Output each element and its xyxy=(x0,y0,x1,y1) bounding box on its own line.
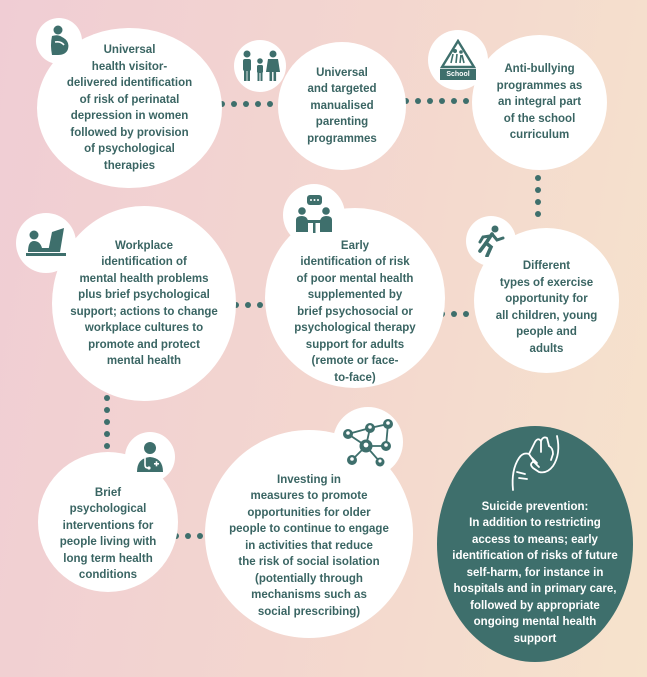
school-sign-badge xyxy=(428,30,488,90)
doctor-badge xyxy=(125,432,175,482)
network-icon xyxy=(340,416,396,468)
network-badge xyxy=(333,407,403,477)
doctor-icon xyxy=(135,441,165,473)
node-perinatal-label: Universal health visitor- delivered identification of risk of perinatal depression in women followed by provision of psychological therapies xyxy=(66,44,193,172)
school-sign-text: School xyxy=(440,69,476,80)
pregnant-woman-badge xyxy=(36,18,82,64)
node-anti-bullying xyxy=(472,35,607,170)
helping-hands-icon xyxy=(507,432,563,494)
node-parenting-label: Universal and targeted manualised parenting programmes xyxy=(307,66,377,145)
connector-parenting-antibullying xyxy=(400,95,480,107)
family-icon xyxy=(239,50,281,82)
pregnant-woman-icon xyxy=(46,25,72,57)
desk-worker-badge xyxy=(16,213,76,273)
node-suicide-label: Suicide prevention: In addition to restricting access to means; early identification of risks of future self-harm, for instance in hospitals and in primary care, followed by appropriate ongoing mental health support xyxy=(452,500,618,645)
node-exercise-label: Different types of exercise opportunity for all children, young people and adults xyxy=(495,260,598,355)
family-badge xyxy=(234,40,286,92)
node-brief-label: Brief psychological interventions for people living with long term health conditions xyxy=(59,486,157,581)
node-older-label: Investing in measures to promote opportunities for older people to continue to engage in activities that reduce the risk of social isolation (potentially through mechanisms such as social prescribing) xyxy=(229,473,389,618)
school-sign-icon xyxy=(440,39,476,81)
conversation-icon xyxy=(293,194,335,236)
connector-workplace-brief xyxy=(101,392,113,454)
node-antibullying-label: Anti-bullying programmes as an integral part of the school curriculum xyxy=(496,63,583,142)
node-early-label: Early identification of risk of poor mental health supplemented by brief psychosocial or psychological therapy support for adults (remote or face- to-face) xyxy=(294,239,416,384)
conversation-badge xyxy=(283,184,345,246)
runner-badge xyxy=(466,216,516,266)
node-workplace xyxy=(52,206,236,401)
node-parenting-programmes xyxy=(278,42,406,170)
desk-worker-icon xyxy=(24,226,68,260)
runner-icon xyxy=(477,225,505,257)
node-workplace-label: Workplace identification of mental health problems plus brief psychological support; actions to change workplace cultures to promote and protect mental health xyxy=(70,239,218,367)
